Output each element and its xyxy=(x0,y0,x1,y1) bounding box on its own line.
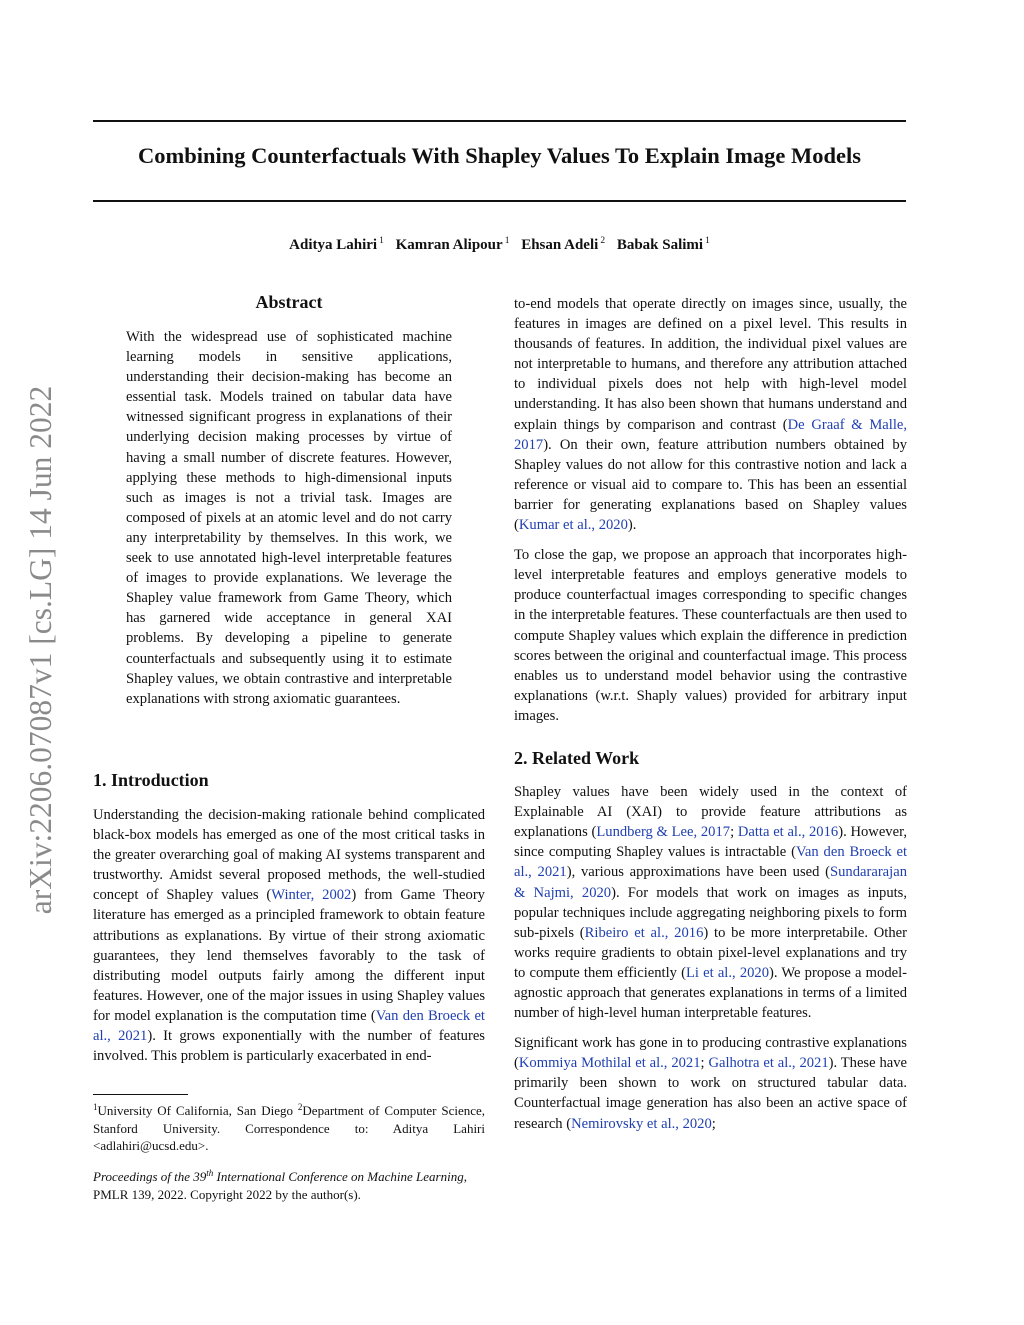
author-name: Ehsan Adeli xyxy=(521,237,599,253)
author-affiliation: 2 xyxy=(600,236,606,246)
proceedings-text: Proceedings of the 39 xyxy=(93,1169,207,1184)
text-run: ; xyxy=(730,824,738,841)
footnote-text: Department of Computer Science, Stanford University. Correspondence to: Aditya Lahiri <adlahiri@ucsd.edu>. xyxy=(93,1103,486,1153)
proceedings-note xyxy=(93,1165,485,1203)
arxiv-id[interactable]: arXiv:2206.07087v1 [cs.LG] 14 Jun 2022 xyxy=(23,385,58,915)
text-run: ; xyxy=(700,1055,709,1072)
abstract-text: With the widespread use of sophisticated machine learning models in sensitive applications, understanding their decision-making has become an essential task. Models trained on tabular data have witnessed significant progress in explanations of their underlying decision making processes by virtue of having a small number of discrete features. However, applying these methods to high-dimensional inputs such as images is not a trivial task. Images are composed of pixels at an atomic level and do not carry any interpretability by themselves. In this work, we seek to use annotated high-level interpretable features of images to provide explanations. We leverage the Shapley value framework from Game Theory, which has garnered wide acceptance in general XAI problems. By developing a pipeline to generate counterfactuals and subsequently using it to estimate Shapley values, we obtain contrastive and interpretable explanations with strong axiomatic guarantees. xyxy=(126,329,452,707)
citation-link[interactable]: Winter, 2002 xyxy=(271,887,352,904)
text-run: Understanding the decision-making rationale behind complicated black-box models has emerged as one of the most critical tasks in the greater overarching goal of making AI systems transparent and trustworthy. Amidst several proposed methods, the well-studied concept of Shapley values ( xyxy=(93,807,485,904)
title-rule-bottom xyxy=(93,200,906,202)
introduction-left-column xyxy=(93,805,485,1066)
text-run: ) to be more interpretabile. Other works require gradients to obtain pixel-level explanations and try to compute them efficiently ( xyxy=(514,924,907,981)
citation-link[interactable]: Lundberg & Lee, 2017 xyxy=(596,824,731,841)
text-run: ). It grows exponentially with the number of features involved. This problem is particularly exacerbated in end- xyxy=(93,1028,485,1065)
text-run: ). These have primarily been shown to work on structured tabular data. Counterfactual image generation has also been an active space of research ( xyxy=(514,1055,908,1132)
author-list xyxy=(93,236,906,254)
text-run: ). xyxy=(627,517,637,534)
text-run: ) from Game Theory literature has emerged as a principled framework to obtain feature attributions as explanations. By virtue of their strong axiomatic guarantees, they lend themselves favorably to the task of distributing model outputs fairly among the different input features. However, one of the major issues in using Shapley values for model explanation is the computation time ( xyxy=(93,887,485,1024)
author xyxy=(289,237,384,253)
citation-link[interactable]: Sundararajan & Najmi, 2020 xyxy=(514,864,907,901)
text-run: ). On their own, feature attribution numbers obtained by Shapley values do not allow for this contrastive notion and lack a reference or visual aid to compare to. This has been an essential barrier for generating explanations based on Shapley values ( xyxy=(514,436,907,534)
affiliation-footnote xyxy=(93,1099,485,1155)
text-run: ). We propose a model-agnostic approach that generates explanations in terms of a limited number of high-level human interpretable features. xyxy=(514,964,908,1022)
paragraph xyxy=(93,805,485,1066)
citation-link[interactable]: Nemirovsky et al., 2020 xyxy=(571,1115,712,1132)
abstract-heading: Abstract xyxy=(255,292,323,312)
footnote-marker: 1 xyxy=(93,1102,98,1112)
author-name: Aditya Lahiri xyxy=(289,237,378,253)
footnote-divider xyxy=(93,1094,188,1095)
citation-link[interactable]: Kumar et al., 2020 xyxy=(518,517,628,534)
citation-link[interactable]: Kommiya Mothilal et al., 2021 xyxy=(518,1055,701,1072)
text-run: Shapley values have been widely used in the context of Explainable AI (XAI) to provide feature attributions as explanations ( xyxy=(514,784,907,841)
citation-link[interactable]: De Graaf & Malle, 2017 xyxy=(514,416,908,453)
arxiv-stamp xyxy=(12,360,70,940)
citation-link[interactable]: Van den Broeck et al., 2021 xyxy=(93,1007,485,1045)
text-run: to-end models that operate directly on images since, usually, the features in images are defined on a pixel level. This results in thousands of features. In addition, the individual pixel values are not interpretable to humans, and therefore any attribution attached to individual pixels does not help with high-level model understanding. It has also been shown that humans understand and explain things by comparison and contrast ( xyxy=(514,296,907,433)
proceedings-superscript: th xyxy=(206,1168,214,1178)
citation-link[interactable]: Galhotra et al., 2021 xyxy=(708,1055,829,1072)
author-name: Babak Salimi xyxy=(616,237,704,253)
author xyxy=(521,237,605,253)
author xyxy=(396,237,510,253)
footnote-marker: 2 xyxy=(297,1102,303,1112)
paragraph xyxy=(514,782,907,1023)
footnote-text: University Of California, San Diego xyxy=(97,1103,298,1118)
paragraph xyxy=(514,294,907,535)
text-run: Significant work has gone in to producing contrastive explanations ( xyxy=(514,1035,907,1072)
author-name: Kamran Alipour xyxy=(395,237,503,253)
text-run: ; xyxy=(711,1115,716,1132)
proceedings-text: , PMLR 139, 2022. Copyright 2022 by the author(s). xyxy=(93,1169,467,1202)
paper-title: Combining Counterfactuals With Shapley Values To Explain Image Models xyxy=(137,143,862,168)
section-heading-related-work: 2. Related Work xyxy=(514,747,640,768)
citation-link[interactable]: Van den Broeck et al., 2021 xyxy=(514,844,907,881)
author-affiliation: 1 xyxy=(504,236,510,246)
section-heading-introduction: 1. Introduction xyxy=(93,770,209,790)
paragraph xyxy=(514,1033,907,1133)
citation-link[interactable]: Datta et al., 2016 xyxy=(737,824,839,841)
text-run: ), various approximations have been used ( xyxy=(566,864,830,881)
citation-link[interactable]: Li et al., 2020 xyxy=(686,964,770,981)
author xyxy=(617,237,710,253)
proceedings-text: International Conference on Machine Learning xyxy=(213,1169,464,1184)
title-rule-top xyxy=(93,120,906,122)
text-run: ). However, since computing Shapley values is intractable ( xyxy=(514,824,907,861)
citation-link[interactable]: Ribeiro et al., 2016 xyxy=(584,924,704,941)
paragraph: To close the gap, we propose an approach that incorporates high-level interpretable features and employs generative models to produce counterfactual images corresponding to specific changes in the interpretable features. These counterfactuals are then used to compute Shapley values which explain the difference in prediction scores between the original and counterfactual image. This process enables us to understand model behavior using the contrastive explanations (w.r.t. Shaply values) provided for arbitrary input images. xyxy=(514,547,907,724)
author-affiliation: 1 xyxy=(379,236,384,246)
text-run: ). For models that work on images as inputs, popular techniques include aggregating neighboring pixels to form sub-pixels ( xyxy=(514,884,907,941)
right-column xyxy=(514,294,907,1134)
author-affiliation: 1 xyxy=(705,236,710,246)
